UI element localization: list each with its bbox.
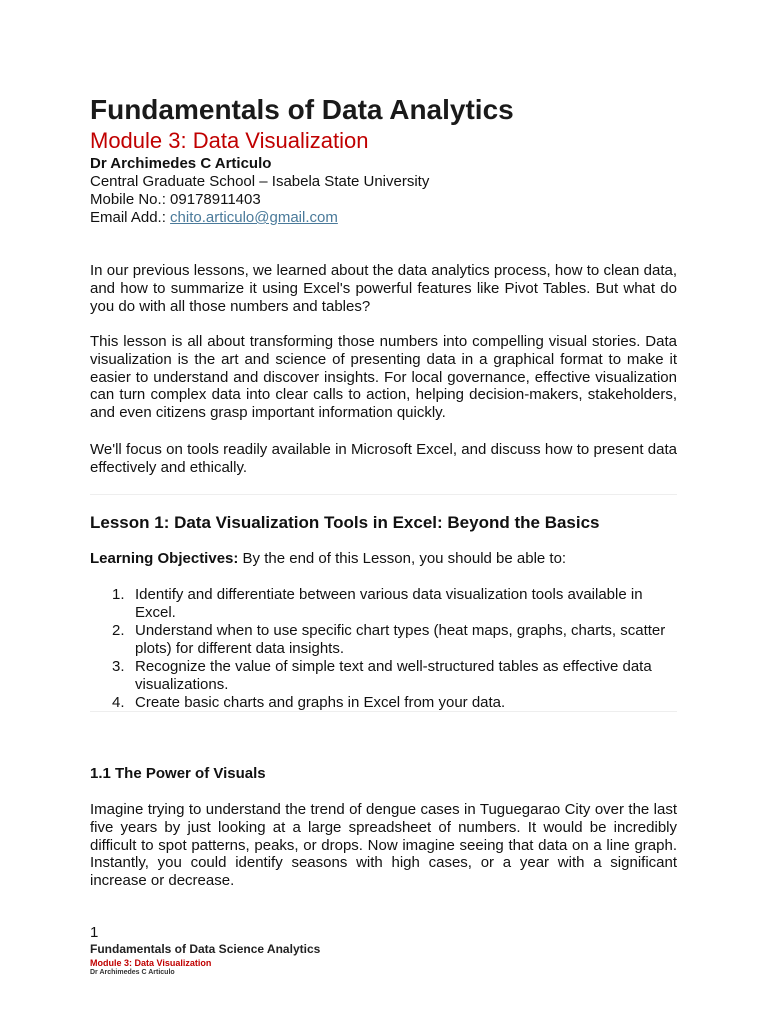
list-item-text: Recognize the value of simple text and well-structured tables as effective data visualizations. (135, 658, 652, 693)
footer-module: Module 3: Data Visualization (90, 958, 212, 968)
list-item-text: Understand when to use specific chart types (heat maps, graphs, charts, scatter plots) for different data insights. (135, 622, 666, 657)
objectives-intro-text: By the end of this Lesson, you should be able to: (238, 550, 567, 567)
section-heading: 1.1 The Power of Visuals (90, 765, 266, 782)
objectives-label: Learning Objectives: (90, 550, 239, 567)
author-name: Dr Archimedes C Articulo (90, 155, 272, 172)
divider (90, 711, 677, 712)
learning-objectives-intro (90, 550, 566, 567)
email-line (90, 209, 338, 227)
section-paragraph: Imagine trying to understand the trend of dengue cases in Tuguegarao City over the last five years by just looking at a large spreadsheet of numbers. It would be incredibly difficult to spot patterns, peaks, or drops. Now imagine seeing that data on a line graph. Instantly, you could identify seasons with high cases, or a year with a significant increase or decrease. (90, 801, 677, 890)
footer-author: Dr Archimedes C Articulo (90, 969, 175, 976)
mobile-number: 09178911403 (170, 191, 261, 208)
module-subtitle: Module 3: Data Visualization (90, 128, 369, 153)
email-link[interactable]: chito.articulo@gmail.com (170, 209, 338, 226)
list-item-number: 4. (112, 694, 125, 711)
list-item-text: Identify and differentiate between various data visualization tools available in Excel. (135, 586, 643, 621)
affiliation: Central Graduate School – Isabela State University (90, 173, 430, 190)
list-item-number: 3. (112, 658, 125, 675)
list-item (90, 622, 677, 658)
list-item (90, 694, 677, 712)
lesson-heading: Lesson 1: Data Visualization Tools in Excel: Beyond the Basics (90, 513, 600, 532)
list-item (90, 658, 677, 694)
page-number: 1 (90, 924, 99, 941)
list-item (90, 586, 677, 622)
mobile-line (90, 191, 261, 209)
divider (90, 494, 677, 495)
footer-title: Fundamentals of Data Science Analytics (90, 942, 321, 956)
list-item-text: Create basic charts and graphs in Excel from your data. (135, 694, 506, 711)
objectives-list (90, 586, 677, 712)
list-item-number: 1. (112, 586, 125, 603)
intro-paragraph-3: We'll focus on tools readily available in Microsoft Excel, and discuss how to present data effectively and ethically. (90, 441, 677, 476)
email-label: Email Add.: (90, 209, 171, 226)
intro-paragraph-2: This lesson is all about transforming those numbers into compelling visual stories. Data visualization is the art and science of presenting data in a graphical format to make it easier to understand and discover insights. For local governance, effective visualization can turn complex data into clear calls to action, helping decision-makers, stakeholders, and even citizens grasp important information quickly. (90, 333, 677, 422)
document-title: Fundamentals of Data Analytics (90, 94, 514, 125)
list-item-number: 2. (112, 622, 125, 639)
intro-paragraph-1: In our previous lessons, we learned about the data analytics process, how to clean data, and how to summarize it using Excel's powerful features like Pivot Tables. But what do you do with all those numbers and tables? (90, 262, 677, 315)
mobile-label: Mobile No.: (90, 191, 171, 208)
